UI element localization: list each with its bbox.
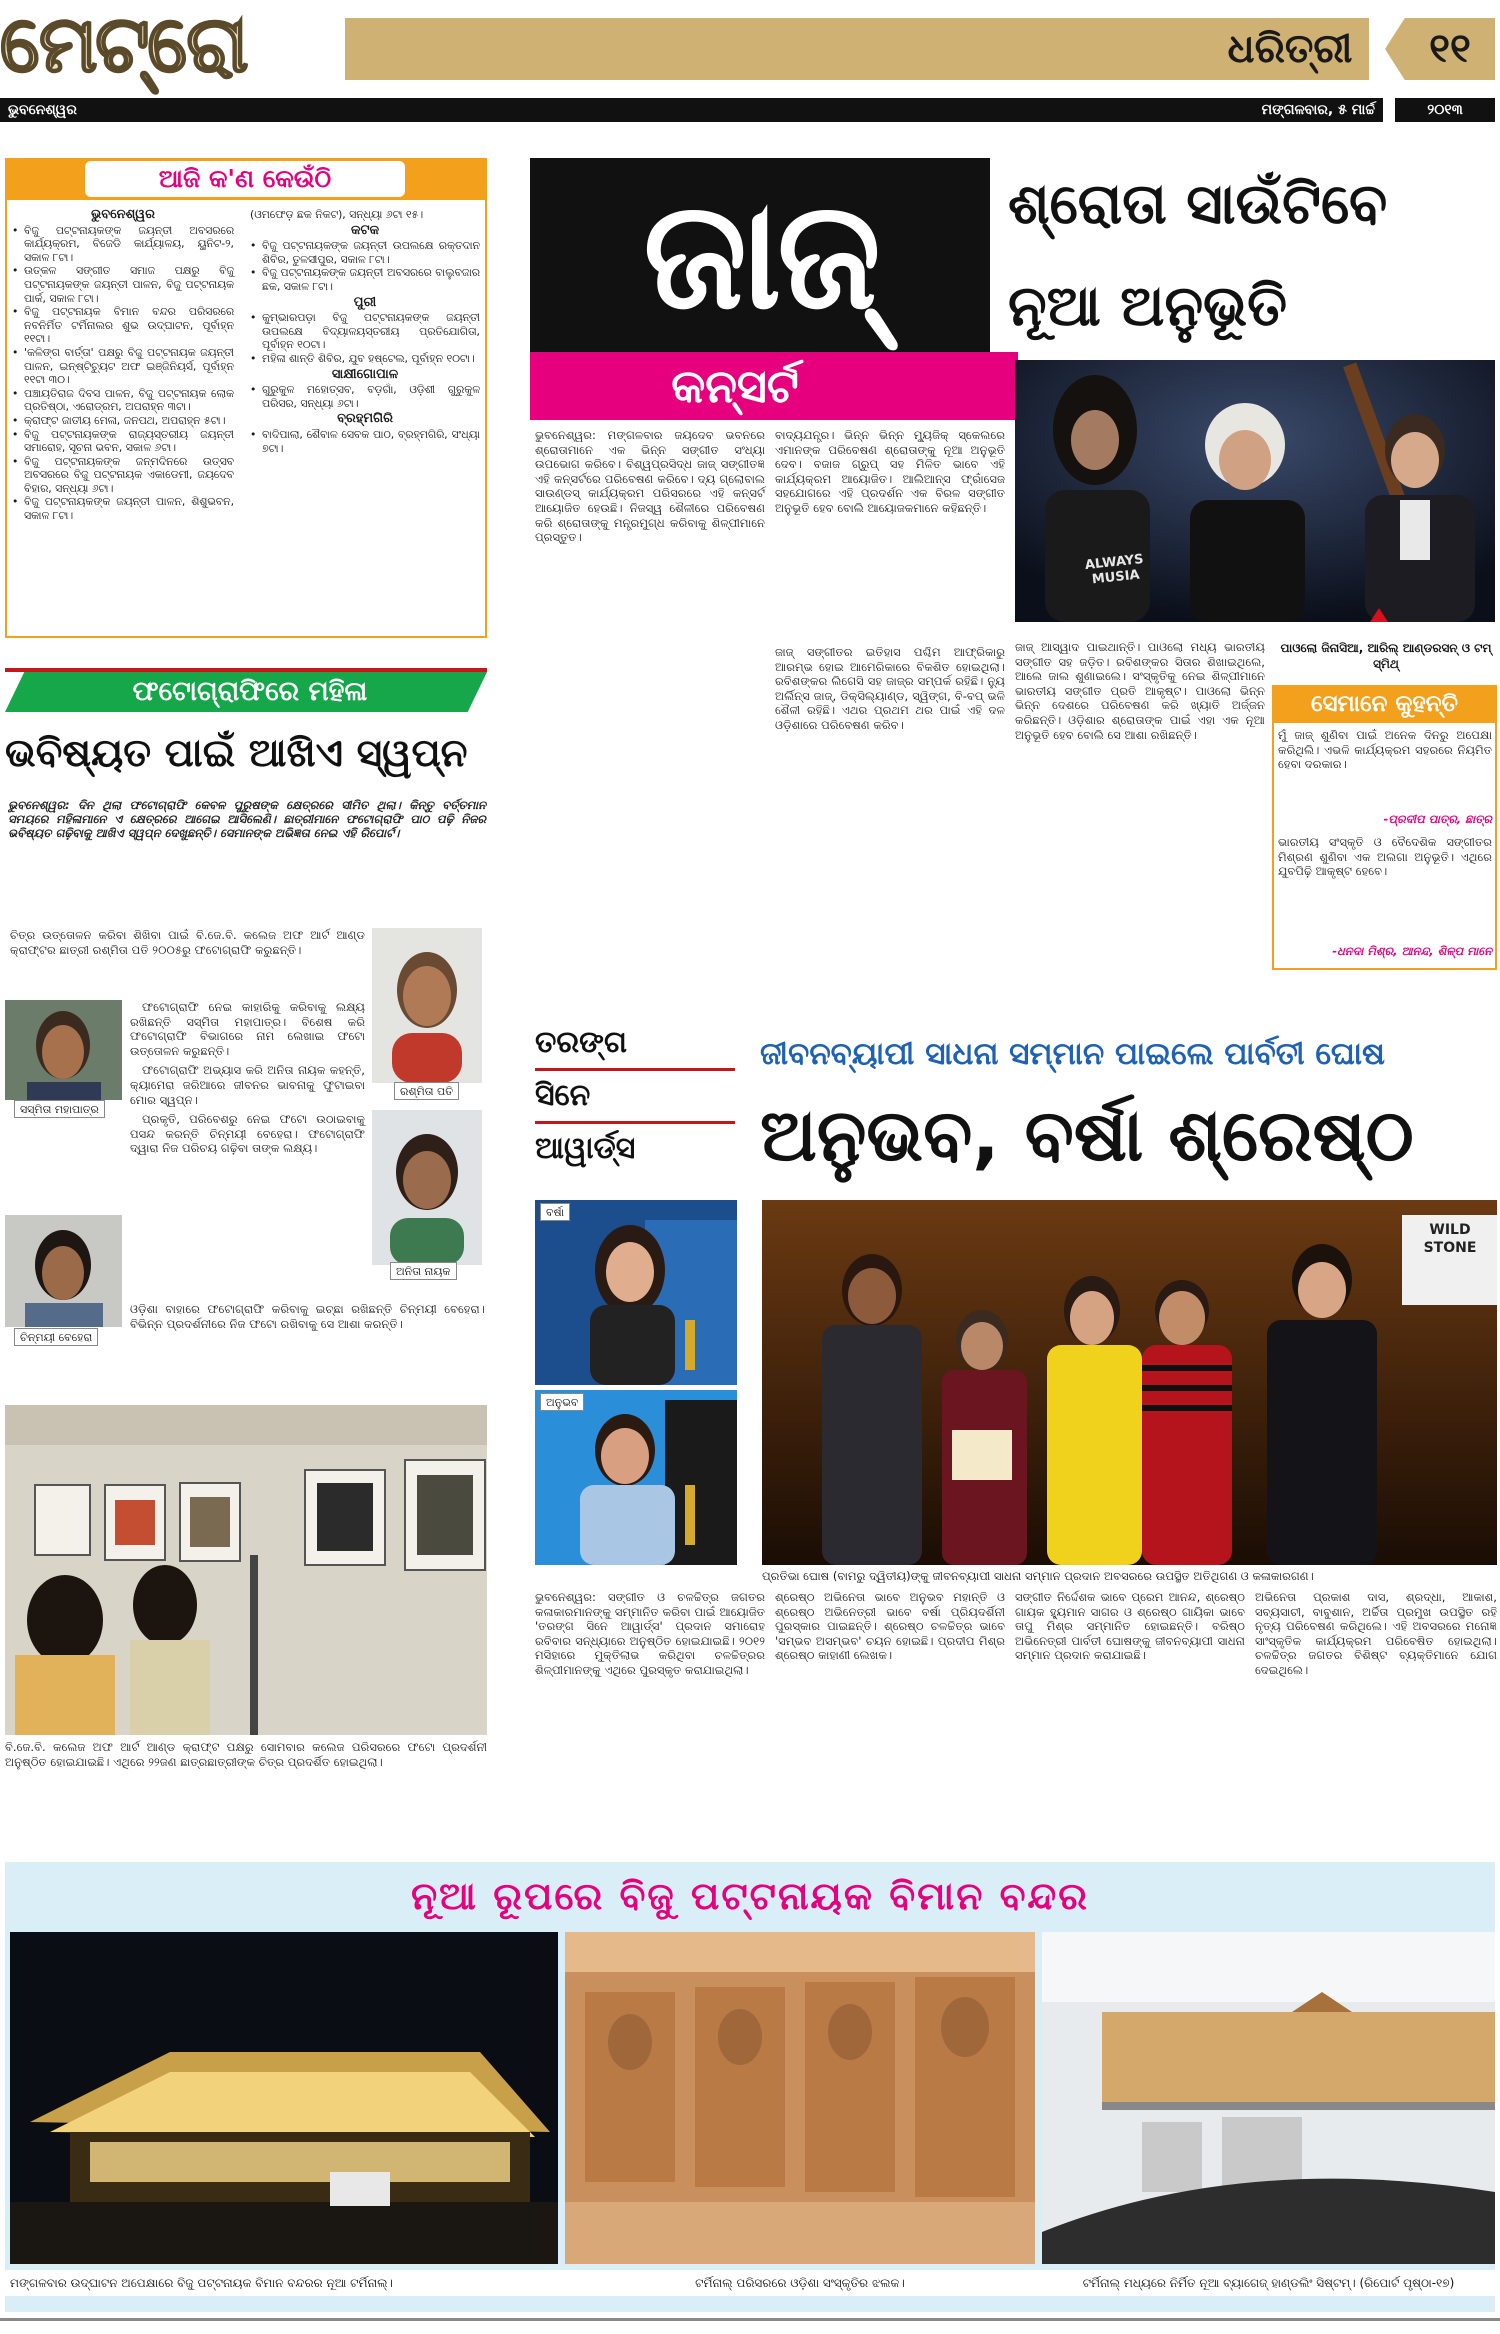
jazz-body-col3: ଜାଜ୍ ସଙ୍ଗୀତର ଇତିହାସ ପଶ୍ଚିମ ଆଫ୍ରିକାରୁ ଆରମ୍ଭ ହୋଇ ଆମେରିକାରେ ବିକଶିତ ହୋଇଥିଲା। ରବିଶଙ୍କର ଲିଗେସି ସହ ଜାଜ୍‌ର ସମ୍ପର୍କ ରହିଛି। ନ୍ୟୁ ଅର୍ଲିନ୍ସ ଜାଜ୍, ଡିକ୍ସିଲ୍ୟାଣ୍ଡ, ସ୍ୱିଙ୍ଗ, ବି-ବପ୍ ଭଳି ଶୈଳୀ ରହିଛି। ଏଥର ପ୍ରଥମ ଥର ପାଇଁ ଏହି ଦଳ ଓଡ଼ିଶାରେ ପରିବେଷଣ କରିବ। — [775, 645, 1005, 732]
portrait-chinmayee-label: ଚିନ୍ମୟୀ ବେହେରା — [14, 1328, 98, 1346]
awards-tag-rule2 — [535, 1121, 735, 1124]
events-sakhigopal-title: ସାକ୍ଷୀଗୋପାଳ — [331, 366, 399, 382]
airport-caption1: ମଙ୍ଗଳବାର ଉଦ୍‌ଘାଟନ ଅପେକ୍ଷାରେ ବିଜୁ ପଟ୍ଟନାୟକ ବିମାନ ବନ୍ଦରର ନୂଆ ଟର୍ମିନାଲ୍। — [10, 2276, 393, 2290]
portrait-anita — [372, 1110, 482, 1265]
airport-title: ନୂଆ ରୂପରେ ବିଜୁ ପଟ୍ଟନାୟକ ବିମାନ ବନ୍ଦର — [411, 1874, 1089, 1918]
exhibition-caption: ବି.ଜେ.ବି. କଲେଜ ଅଫ ଆର୍ଟ ଆଣ୍ଡ କ୍ରାଫ୍ଟ ପକ୍ଷରୁ ସୋମବାର କଲେଜ ପରିସରରେ ଫଟୋ ପ୍ରଦର୍ଶନୀ ଅନୁଷ୍ଠିତ ହୋଇଯାଇଛି। ଏଥିରେ ୨୨ଜଣ ଛାତ୍ରଛାତ୍ରୀଙ୍କ ଚିତ୍ର ପ୍ରଦର୍ଶିତ ହୋଇଥିଲା। — [5, 1740, 487, 1769]
airport-photo-mural — [565, 1932, 1035, 2264]
photo-women-headline: ଭବିଷ୍ୟତ ପାଇଁ ଆଖିଏ ସ୍ୱପ୍ନ — [5, 731, 468, 776]
jazz-headline-line2: ନୂଆ ଅନୁଭୂତି — [1008, 274, 1288, 339]
events-puri-title: ପୁରୀ — [353, 294, 377, 310]
jazz-photo-shirt-text: ALWAYS MUSIA — [1084, 552, 1145, 588]
event-item: • ମହିଳା ଶାନ୍ତି ଶିବିର, ଯୁବ ହଷ୍ଟେଲ, ପୂର୍ବାହ୍ନ ୧୦ଟା। — [250, 352, 480, 366]
exhibition-photo — [5, 1405, 487, 1735]
awards-tag-line3: ଆୱାର୍ଡ୍‌ସ — [535, 1131, 636, 1166]
photo-women-intro: ଭୁବନେଶ୍ୱର: ଦିନ ଥିଲା ଫଟୋଗ୍ରାଫି କେବଳ ପୁରୁଷଙ୍କ କ୍ଷେତ୍ରରେ ସୀମିତ ଥିଲା। କିନ୍ତୁ ବର୍ତ୍ତମାନ ସମୟରେ ମହିଳାମାନେ ଏ କ୍ଷେତ୍ରରେ ଆଗେଇ ଆସିଲେଣି। ଛାତ୍ରୀମାନେ ଫଟୋଗ୍ରାଫି ପାଠ ପଢ଼ି ନିଜର ଭବିଷ୍ୟତ ଗଢ଼ିବାକୁ ଆଖିଏ ସ୍ୱପ୍ନ ଦେଖୁଛନ୍ତି। ସେମାନଙ୍କ ଅଭିଜ୍ଞତା ନେଇ ଏହି ରିପୋର୍ଟ। — [8, 798, 486, 841]
awards-main-photo-art — [762, 1200, 1497, 1565]
event-item: • ବିଜୁ ପଟ୍ଟନାୟକଙ୍କ ଜନ୍ମଦିନରେ ଉତ୍ସବ ଅବସରରେ ବିଜୁ ପଟ୍ଟନାୟକ ଏକାଡେମୀ, ଜୟଦେବ ବିହାର, ସନ୍ଧ୍ୟା ୬ଟା। — [12, 455, 234, 496]
airport-caption3: ଟର୍ମିନାଲ୍ ମଧ୍ୟରେ ନିର୍ମିତ ନୂଆ ବ୍ୟାଗେଜ୍ ହାଣ୍ଡଲିଂ ସିଷ୍ଟମ୍। (ରିପୋର୍ଟ ପୃଷ୍ଠା-୧୭) — [1082, 2276, 1455, 2290]
section-title: ଧରିତ୍ରୀ — [1227, 25, 1353, 72]
event-item: • ବିଜୁ ପଟ୍ଟନାୟକଙ୍କ ରାଜ୍ୟସ୍ତରୀୟ ଜୟନ୍ତୀ ସମାରୋହ, ସୂଚନା ଭବନ, ସକାଳ ୬ଟା। — [12, 428, 234, 455]
anubhav-label: ଅନୁଭବ — [540, 1393, 584, 1411]
airport-photo-night-art — [10, 1932, 558, 2264]
quote-title: ସେମାନେ କୁହନ୍ତି — [1311, 691, 1458, 717]
airport-photo-baggage-art — [1042, 1932, 1495, 2264]
photo-women-body-mid — [130, 1000, 365, 1215]
jazz-body-col2: ବାଦ୍ୟଯନ୍ତ୍ର। ଭିନ୍ନ ଭିନ୍ନ ମ୍ୟୁଜିକ୍ ସ୍କେଲରେ ଏମାନଙ୍କ ପରିବେଷଣ ଶ୍ରୋତାଙ୍କୁ ନୂଆ ଅନୁଭୂତି ଦେବ। ବଜାଜ ଗ୍ରୁପ୍ ସହ ମିଳିତ ଭାବେ ଏହି କାର୍ଯ୍ୟକ୍ରମ ଆୟୋଜିତ। ଆଲିଆନ୍ସ ଫ୍ରାଁସେଜ ସହଯୋଗରେ ଏହି ପ୍ରଦର୍ଶନ ଏକ ବିରଳ ସଙ୍ଗୀତ ଅନୁଭୂତି ହେବ ବୋଲି ଆୟୋଜକମାନେ କହିଛନ୍ତି। — [775, 428, 1005, 515]
portrait-sasmita-art — [5, 1000, 122, 1100]
awards-body-col4: ଅଭିନେତା ପ୍ରକାଶ ଦାସ, ଶ୍ରଦ୍ଧା, ଆକାଶ, ସବ୍ୟସାଚୀ, ବାବୁଶାନ, ଅର୍ଚ୍ଚିତା ପ୍ରମୁଖ ଉପସ୍ଥିତ ରହି ନୃତ୍ୟ ପରିବେଷଣ କରିଥିଲେ। ଏହି ଅବସରରେ ମନୋଜ୍ଞ ସାଂସ୍କୃତିକ କାର୍ଯ୍ୟକ୍ରମ ପରିବେଷିତ ହୋଇଥିଲା। ଚଳଚ୍ଚିତ୍ର ଜଗତର ବିଶିଷ୍ଟ ବ୍ୟକ୍ତିମାନେ ଯୋଗ ଦେଇଥିଲେ। — [1255, 1590, 1497, 1677]
events-cuttack-list — [250, 239, 480, 293]
portrait-rashmita-label: ରଶ୍ମିତା ପତି — [394, 1082, 459, 1100]
portrait-sasmita — [5, 1000, 122, 1100]
event-item: • ପଞ୍ଚାୟତିରାଜ ଦିବସ ପାଳନ, ବିଜୁ ପଟ୍ଟନାୟକ ଲୋକ ପ୍ରତିଷ୍ଠା, ଏରୋଡ୍ରମ, ଅପରାହ୍ନ ୩ଟା। — [12, 387, 234, 414]
awards-body-col2: ଶ୍ରେଷ୍ଠ ଅଭିନେତା ଭାବେ ଅନୁଭବ ମହାନ୍ତି ଓ ଶ୍ରେଷ୍ଠ ଅଭିନେତ୍ରୀ ଭାବେ ବର୍ଷା ପ୍ରିୟଦର୍ଶିନୀ ପୁରସ୍କାର ପାଇଛନ୍ତି। ଶ୍ରେଷ୍ଠ ଚଳଚ୍ଚିତ୍ର ଭାବେ 'ସମ୍ଭବ ଅସମ୍ଭବ' ଚୟନ ହୋଇଛି। ପ୍ରଦୀପ ମିଶ୍ର ଶ୍ରେଷ୍ଠ କାହାଣୀ ଲେଖକ। — [775, 1590, 1005, 1663]
portrait-chinmayee-art — [5, 1215, 122, 1327]
events-brahmagiri-list — [250, 428, 480, 455]
photo-women-body-top — [10, 928, 365, 998]
jazz-photo-caption: ପାଓଲୋ ଜିନାସିଆ, ଆରିଲ୍ ଆଣ୍ଡରସନ୍ ଓ ଟମ୍ ସ୍ମିଥ୍ — [1280, 641, 1492, 671]
anubhav-photo — [535, 1390, 737, 1565]
photo-women-para: ଚିତ୍ର ଉତ୍ତୋଳନ କରିବା ଶିଖିବା ପାଇଁ ବି.ଜେ.ବି. କଲେଜ ଅଫ ଆର୍ଟ ଆଣ୍ଡ କ୍ରାଫ୍ଟର ଛାତ୍ରୀ ରଶ୍ମିତା ପତି ୨୦୦୫ରୁ ଫଟୋଗ୍ରାଫି କରୁଛନ୍ତି। — [10, 928, 365, 957]
event-item: • କ୍ରାଫ୍ଟ ଜାତୀୟ ମେଳା, ଜନପଥ, ଅପରାହ୍ନ ୫ଟା। — [12, 414, 234, 428]
jazz-body-col1: ଭୁବନେଶ୍ୱର: ମଙ୍ଗଳବାର ଜୟଦେବ ଭବନରେ ଶ୍ରୋତାମାନେ ଏକ ଭିନ୍ନ ସଙ୍ଗୀତ ସଂଧ୍ୟା ଉପଭୋଗ କରିବେ। ବିଶ୍ୱପ୍ରସିଦ୍ଧ ଜାଜ୍ ସଙ୍ଗୀତଜ୍ଞ ଏହି କନ୍‌ସର୍ଟରେ ପରିବେଷଣ କରିବେ। ଦ୍ୟ ଗ୍ଲୋବାଲ ସାଉଣ୍ଡସ୍ କାର୍ଯ୍ୟକ୍ରମ ପରିସରରେ ଏହି କନ୍‌ସର୍ଟ ଆୟୋଜିତ ହେଉଛି। ନିଜସ୍ୱ ଶୈଳୀରେ ପରିବେଷଣ କରି ଶ୍ରୋତାଙ୍କୁ ମନ୍ତ୍ରମୁଗ୍ଧ କରିବାକୁ ଶିଳ୍ପୀମାନେ ପ୍ରସ୍ତୁତ। — [535, 428, 765, 545]
masthead-logo: ମେଟ୍ରୋ — [0, 0, 247, 90]
barsha-photo-art — [535, 1200, 737, 1385]
events-puri-list — [250, 311, 480, 365]
awards-body-col1: ଭୁବନେଶ୍ୱର: ସଙ୍ଗୀତ ଓ ଚଳଚ୍ଚିତ୍ର ଜଗତର କଳାକାରମାନଙ୍କୁ ସମ୍ମାନିତ କରିବା ପାଇଁ ଆୟୋଜିତ 'ତରଙ୍ଗ ସିନେ ଆୱାର୍ଡ୍‌ସ' ପ୍ରଦାନ ସମାରୋହ ରବିବାର ସନ୍ଧ୍ୟାରେ ଅନୁଷ୍ଠିତ ହୋଇଯାଇଛି। ୨୦୧୨ ମସିହାରେ ମୁକ୍ତିଲାଭ କରିଥିବା ଚଳଚ୍ଚିତ୍ରର ଶିଳ୍ପୀମାନଙ୍କୁ ଏଥିରେ ପୁରସ୍କୃତ କରାଯାଇଥିଲା। — [535, 1590, 765, 1677]
events-col2-top: (ଓମଫେଡ଼ ଛକ ନିକଟ), ସନ୍ଧ୍ୟା ୬ଟା ୧୫। — [250, 208, 424, 221]
events-sakhigopal-list — [250, 383, 480, 410]
event-item: • ଉତ୍କଳ ସଙ୍ଗୀତ ସମାଜ ପକ୍ଷରୁ ବିଜୁ ପଟ୍ଟନାୟକଙ୍କ ଜୟନ୍ତୀ ପାଳନ, ବିଜୁ ପଟ୍ଟନାୟକ ପାର୍କ, ସକାଳ ୮ଟା। — [12, 264, 234, 305]
photo-women-para: ଫଟୋଗ୍ରାଫି ଅଭ୍ୟାସ କରି ଅନିତା ନାୟକ କହନ୍ତି, କ୍ୟାମେରା ଜରିଆରେ ଜୀବନର ଭାବନାକୁ ଫୁଟାଇବା ମୋର ସ୍ୱପ୍ନ। — [130, 1063, 365, 1107]
event-item: • କୁମ୍ଭାରପଡ଼ା ବିଜୁ ପଟ୍ଟନାୟକଙ୍କ ଜୟନ୍ତୀ ଉପଲକ୍ଷେ ବିଦ୍ୟାଳୟସ୍ତରୀୟ ପ୍ରତିଯୋଗିତା, ପୂର୍ବାହ୍ନ ୧୦ଟା। — [250, 311, 480, 352]
awards-subhead: ଜୀବନବ୍ୟାପୀ ସାଧନା ସମ୍ମାନ ପାଇଲେ ପାର୍ବତୀ ଘୋଷ — [760, 1036, 1385, 1072]
photo-women-para: ଫଟୋଗ୍ରାଫି ନେଇ କାହାରିକୁ କରିବାକୁ ଲକ୍ଷ୍ୟ ରଖିଛନ୍ତି ସସ୍ମିତା ମହାପାତ୍ର। ବିଶେଷ କରି ଫଟୋଗ୍ରାଫି ବିଭାଗରେ ନାମ ଲେଖାଇ ଫଟୋ ଉତ୍ତୋଳନ କରୁଛନ୍ତି। — [130, 1000, 365, 1058]
anubhav-photo-art — [535, 1390, 737, 1565]
quote2-text: ଭାରତୀୟ ସଂସ୍କୃତି ଓ ବୈଦେଶିକ ସଙ୍ଗୀତର ମିଶ୍ରଣ ଶୁଣିବା ଏକ ଅଲଗା ଅନୁଭୂତି। ଏଥିରେ ଯୁବପିଢ଼ି ଆକୃଷ୍ଟ ହେବେ। — [1278, 835, 1492, 879]
jazz-big-word: ଜାଜ୍ — [643, 167, 877, 343]
events-title: ଆଜି କ'ଣ କେଉଁଠି — [158, 164, 332, 193]
exhibition-photo-art — [5, 1405, 487, 1735]
event-item: • ଗୁରୁକୁଳ ମହୋତ୍ସବ, ବଡ଼ଗାଁ, ଓଡ଼ିଶୀ ଗୁରୁକୁଳ ପରିସର, ସନ୍ଧ୍ୟା ୬ଟା। — [250, 383, 480, 410]
dateline-city: ଭୁବନେଶ୍ୱର — [8, 102, 77, 118]
airport-caption2: ଟର୍ମିନାଲ୍ ପରିସରରେ ଓଡ଼ିଶା ସଂସ୍କୃତିର ଝଲକ। — [695, 2276, 905, 2290]
dateline-date: ମଙ୍ଗଳବାର, ୫ ମାର୍ଚ୍ଚ — [1261, 102, 1375, 118]
portrait-chinmayee — [5, 1215, 122, 1327]
airport-photo-baggage — [1042, 1932, 1495, 2264]
bottom-rule — [0, 2318, 1500, 2321]
awards-main-caption: ପ୍ରତିଭା ଘୋଷ (ବାମରୁ ଦ୍ୱିତୀୟ)ଙ୍କୁ ଜୀବନବ୍ୟାପୀ ସାଧନା ସମ୍ମାନ ପ୍ରଦାନ ଅବସରରେ ଉପସ୍ଥିତ ଅତିଥିଗଣ ଓ କଳାକାରଗଣ। — [762, 1569, 1314, 1583]
barsha-label: ବର୍ଷା — [540, 1203, 570, 1221]
photo-women-tag: ଫଟୋଗ୍ରାଫିରେ ମହିଳା — [132, 676, 368, 707]
photo-women-body-bottom — [130, 1302, 485, 1392]
barsha-photo — [535, 1200, 737, 1385]
events-bbsr-title: ଭୁବନେଶ୍ୱର — [91, 207, 155, 222]
awards-tag-line1: ତରଙ୍ଗ — [535, 1025, 628, 1060]
events-brahmagiri-title: ବ୍ରହ୍ମଗିରି — [337, 411, 393, 427]
airport-photo-mural-art — [565, 1932, 1035, 2264]
awards-main-photo — [762, 1200, 1497, 1565]
photo-women-para: ଓଡ଼ିଶା ବାହାରେ ଫଟୋଗ୍ରାଫି କରିବାକୁ ଇଚ୍ଛା ରଖିଛନ୍ତି ଚିନ୍ମୟୀ ବେହେରା। ବିଭିନ୍ନ ପ୍ରଦର୍ଶନୀରେ ନିଜ ଫଟୋ ରଖିବାକୁ ସେ ଆଶା କରନ୍ତି। — [130, 1302, 485, 1331]
event-item: • ବିଜୁ ପଟ୍ଟନାୟକଙ୍କ ଜୟନ୍ତୀ ପାଳନ, ଶିଶୁଭବନ, ସକାଳ ୮ଟା। — [12, 495, 234, 522]
event-item: • ବିଜୁ ପଟ୍ଟନାୟକଙ୍କ ଜୟନ୍ତୀ ଅବସରରେ ବାଲୁବଜାର ଛକ, ସକାଳ ୮ଟା। — [250, 266, 480, 293]
portrait-rashmita-art — [372, 928, 482, 1083]
quote1-author: -ପ୍ରଦୀପ ପାତ୍ର, ଛାତ୍ର — [1383, 812, 1492, 826]
event-item: • 'କଳିଙ୍ଗ ବାର୍ତ୍ତା' ପକ୍ଷରୁ ବିଜୁ ପଟ୍ଟନାୟକ ଜୟନ୍ତୀ ପାଳନ, ଇନ୍‌ଷ୍ଟିଚ୍ୟୁଟ ଅଫ ଇଞ୍ଜିନିୟର୍ସ, ପୂର୍ବାହ୍ନ ୧୧ଟା ୩୦। — [12, 346, 234, 387]
quote1-text: ମୁଁ ଜାଜ୍ ଶୁଣିବା ପାଇଁ ଅନେକ ଦିନରୁ ଅପେକ୍ଷା କରିଥିଲି। ଏଭଳି କାର୍ଯ୍ୟକ୍ରମ ସହରରେ ନିୟମିତ ହେବା ଦରକାର। — [1278, 728, 1492, 772]
awards-body-col3: ସଙ୍ଗୀତ ନିର୍ଦ୍ଦେଶକ ଭାବେ ପ୍ରେମ ଆନନ୍ଦ, ଶ୍ରେଷ୍ଠ ଗାୟକ ହ୍ୟୁମାନ ସାଗର ଓ ଶ୍ରେଷ୍ଠ ଗାୟିକା ଭାବେ ତାପୁ ମିଶ୍ର ସମ୍ମାନିତ ହୋଇଛନ୍ତି। ବରିଷ୍ଠ ଅଭିନେତ୍ରୀ ପାର୍ବତୀ ଘୋଷଙ୍କୁ ଜୀବନବ୍ୟାପୀ ସାଧନା ସମ୍ମାନ ପ୍ରଦାନ କରାଯାଇଛି। — [1015, 1590, 1245, 1663]
jazz-photo-marker — [1370, 608, 1388, 622]
awards-stage-sign1: WILD — [1429, 1222, 1471, 1238]
jazz-headline-line1: ଶ୍ରୋତା ସାଉଁଟିବେ — [1008, 172, 1388, 237]
awards-headline: ଅନୁଭବ, ବର୍ଷା ଶ୍ରେଷ୍ଠ — [760, 1093, 1414, 1177]
portrait-anita-label: ଅନିତା ନାୟକ — [390, 1262, 457, 1280]
portrait-anita-art — [372, 1110, 482, 1265]
events-bbsr-list — [12, 224, 234, 523]
jazz-tag: କନ୍‌ସର୍ଟ — [671, 359, 799, 413]
awards-stage-sign2: STONE — [1423, 1240, 1477, 1256]
airport-photo-night — [10, 1932, 558, 2264]
events-col1 — [12, 208, 234, 633]
quote2-author: -ଧନଦା ମିଶ୍ର, ଆନନ୍ଦ, ଶିଳ୍ପ ମାନେ — [1332, 944, 1492, 958]
event-item: • ବିଜୁ ପଟ୍ଟନାୟକଙ୍କ ଜୟନ୍ତୀ ଅବସରରେ କାର୍ଯ୍ୟକ୍ରମ, ବିଜେଡି କାର୍ଯ୍ୟାଳୟ, ୟୁନିଟ-୨, ସକାଳ ୮ଟା। — [12, 224, 234, 265]
photo-women-para: ପ୍ରକୃତି, ପରିବେଶରୁ ନେଇ ଫଟୋ ଉଠାଇବାକୁ ପସନ୍ଦ କରନ୍ତି ଚିନ୍ମୟୀ ବେହେରା। ଫଟୋଗ୍ରାଫି ଦ୍ୱାରା ନିଜ ପରିଚୟ ଗଢ଼ିବା ତାଙ୍କ ଲକ୍ଷ୍ୟ। — [130, 1112, 365, 1156]
jazz-body-col4: ଜାଜ୍ ଆସ୍ୱାଦ ପାଇଥାନ୍ତି। ପାଓଲୋ ମଧ୍ୟ ଭାରତୀୟ ସଙ୍ଗୀତ ସହ ଜଡ଼ିତ। ରବିଶଙ୍କର ସିତାର ଶିଖାଇଥିଲେ, ଆଲେ ଜାଲ ଶୁଣାଇଲେ। ସଂସ୍କୃତିକୁ ନେଇ ଶିଳ୍ପୀମାନେ ଭାରତୀୟ ସଙ୍ଗୀତ ପ୍ରତି ଆକୃଷ୍ଟ। ପାଓଲୋ ଭିନ୍ନ ଭିନ୍ନ ଦେଶରେ ପରିବେଷଣ କରି ଖ୍ୟାତି ଅର୍ଜ୍ଜନ କରିଛନ୍ତି। ଓଡ଼ିଶାର ଶ୍ରୋତାଙ୍କ ପାଇଁ ଏହା ଏକ ନୂଆ ଅନୁଭୂତି ହେବ ବୋଲି ସେ ଆଶା ରଖିଛନ୍ତି। — [1015, 640, 1265, 742]
page-number: ୧୧ — [1429, 25, 1471, 72]
awards-tag-line2: ସିନେ — [535, 1078, 591, 1113]
events-cuttack-title: କଟକ — [350, 222, 380, 238]
portrait-sasmita-label: ସସ୍ମିତା ମହାପାତ୍ର — [14, 1100, 105, 1118]
dateline-year: ୨୦୧୩ — [1427, 102, 1463, 118]
events-col2 — [250, 208, 480, 633]
event-item: • ବିଜୁ ପଟ୍ଟନାୟକଙ୍କ ଜୟନ୍ତୀ ଉପଲକ୍ଷେ ରକ୍ତଦାନ ଶିବିର, ତୁଳସୀପୁର, ସକାଳ ୮ଟା। — [250, 239, 480, 266]
awards-tag-rule1 — [535, 1068, 735, 1071]
event-item: • ବାଦିପାଲା, ଶୈବାଳ ସେବକ ପାଠ, ବ୍ରହ୍ମଗିରି, ସଂଧ୍ୟା ୭ଟା। — [250, 428, 480, 455]
portrait-rashmita — [372, 928, 482, 1083]
event-item: • ବିଜୁ ପଟ୍ଟନାୟକ ବିମାନ ବନ୍ଦର ପରିସରରେ ନବନିର୍ମିତ ଟର୍ମିନାଲର ଶୁଭ ଉଦ୍‌ଘାଟନ, ପୂର୍ବାହ୍ନ ୧୧ଟା। — [12, 305, 234, 346]
